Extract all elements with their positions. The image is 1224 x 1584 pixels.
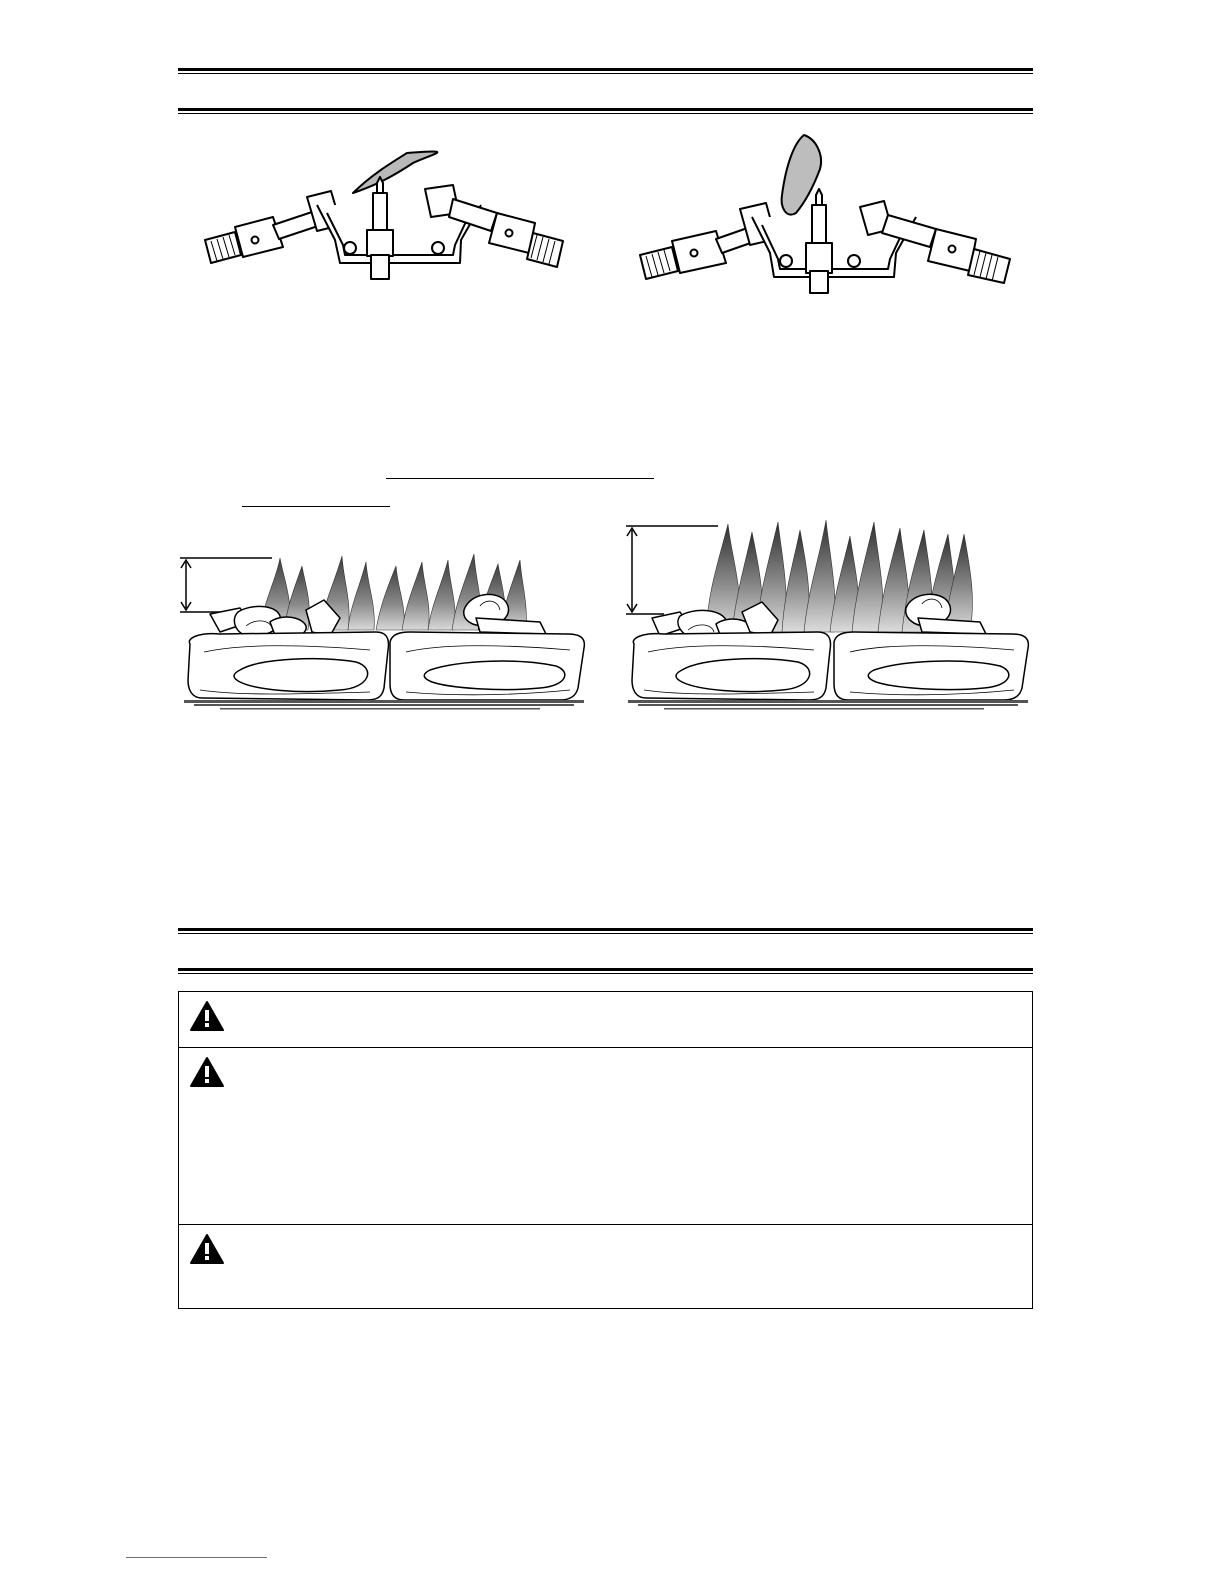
section-header-rule-top-2 [178,928,1033,934]
underlined-phrase-2 [242,506,390,507]
warnings-panel [178,991,1033,1309]
warning-box-1 [179,992,1032,1047]
pilot-flame-incorrect-figure [636,125,1021,295]
underlined-phrase-1 [386,478,654,479]
warning-triangle-icon [189,1000,225,1032]
footer-link[interactable] [126,1557,267,1558]
burner-flame-high-figure [624,520,1036,715]
section-header-rule-bottom-2 [178,968,1033,974]
warning-triangle-icon [189,1233,225,1265]
warning-box-3 [179,1224,1032,1308]
pilot-flame-correct-figure [195,145,575,285]
section-header-rule-top [178,68,1033,74]
section-header-rule-bottom [178,108,1033,114]
burner-flame-low-figure [180,540,595,715]
warning-triangle-icon [189,1056,225,1088]
warning-box-2 [179,1047,1032,1224]
